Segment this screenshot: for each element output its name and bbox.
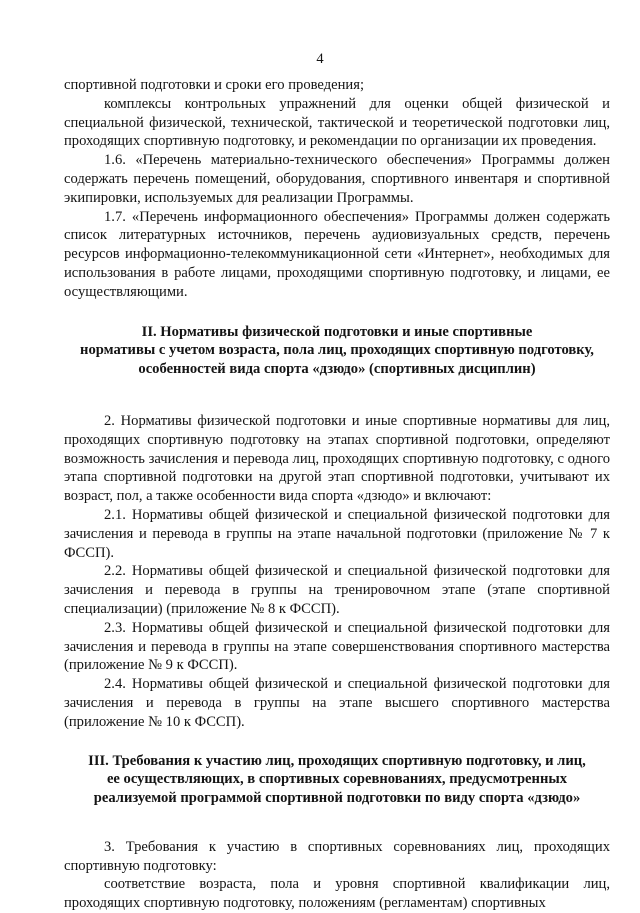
section-heading-2 (64, 323, 610, 379)
paragraph: 2.3. Нормативы общей физической и специальной физической подготовки для зачисления и перевода в группы на этапе совершенствования спортивного мастерства (приложение № 9 к ФССП). (64, 619, 610, 674)
heading-line: реализуемой программой спортивной подготовки по виду спорта «дзюдо» (93, 790, 581, 807)
paragraph: 2.2. Нормативы общей физической и специальной физической подготовки для зачисления и перевода в группы на тренировочном этапе (этапе спортивной специализации) (приложение № 8 к ФССП). (64, 563, 610, 617)
paragraph: 1.6. «Перечень материально-технического обеспечения» Программы должен содержать перечень помещений, оборудования, спортивного инвентаря и спортивной экипировки, используемых для реализации Программы. (64, 152, 610, 206)
heading-line: III. Требования к участию лиц, проходящих спортивную подготовку, и лиц, (88, 752, 586, 769)
section-heading-3 (64, 752, 610, 808)
paragraph: спортивной подготовки и сроки его проведения; (64, 77, 364, 93)
heading-line: II. Нормативы физической подготовки и иные спортивные (141, 323, 533, 340)
document-body (64, 76, 610, 913)
paragraph: 2.4. Нормативы общей физической и специальной физической подготовки для зачисления и перевода в группы на этапе высшего спортивного мастерства (приложение № 10 к ФССП). (64, 676, 610, 730)
paragraph: 2.1. Нормативы общей физической и специальной физической подготовки для зачисления и перевода в группы на этапе начальной подготовки (приложение № 7 к ФССП). (64, 506, 610, 561)
page-number: 4 (316, 51, 324, 67)
heading-line: ее осуществляющих, в спортивных соревнованиях, предусмотренных (106, 771, 568, 788)
paragraph: комплексы контрольных упражнений для оценки общей физической и специальной физической, технической, тактической и теоретической подготовки лиц, проходящих спортивную подготовку, и рекомендации по организации их проведения. (64, 95, 610, 150)
paragraph: 1.7. «Перечень информационного обеспечения» Программы должен содержать список литературных источников, перечень аудиовизуальных средств, перечень ресурсов информационно-телекоммуникационной сети «Интернет», необходимых для использования в работе лицами, проходящими спортивную подготовку, и лицами, ее осуществляющими. (64, 208, 610, 300)
paragraph: соответствие возраста, пола и уровня спортивной квалификации лиц, проходящих спортивную подготовку, положениям (регламентам) спортивных (64, 876, 610, 912)
paragraph: 2. Нормативы физической подготовки и иные спортивные нормативы для лиц, проходящих спортивную подготовку на этапах спортивной подготовки, определяют возможность зачисления и перевода лиц, проходящих спортивную подготовку, с одного этапа спортивной подготовки на другой этап спортивной подготовки, учитывают их возраст, пол, а также особенности вида спорта «дзюдо» и включают: (64, 412, 610, 505)
heading-line: особенностей вида спорта «дзюдо» (спортивных дисциплин) (138, 361, 536, 378)
heading-line: нормативы с учетом возраста, пола лиц, проходящих спортивную подготовку, (80, 342, 594, 359)
paragraph: 3. Требования к участию в спортивных соревнованиях лиц, проходящих спортивную подготовку: (64, 838, 610, 874)
